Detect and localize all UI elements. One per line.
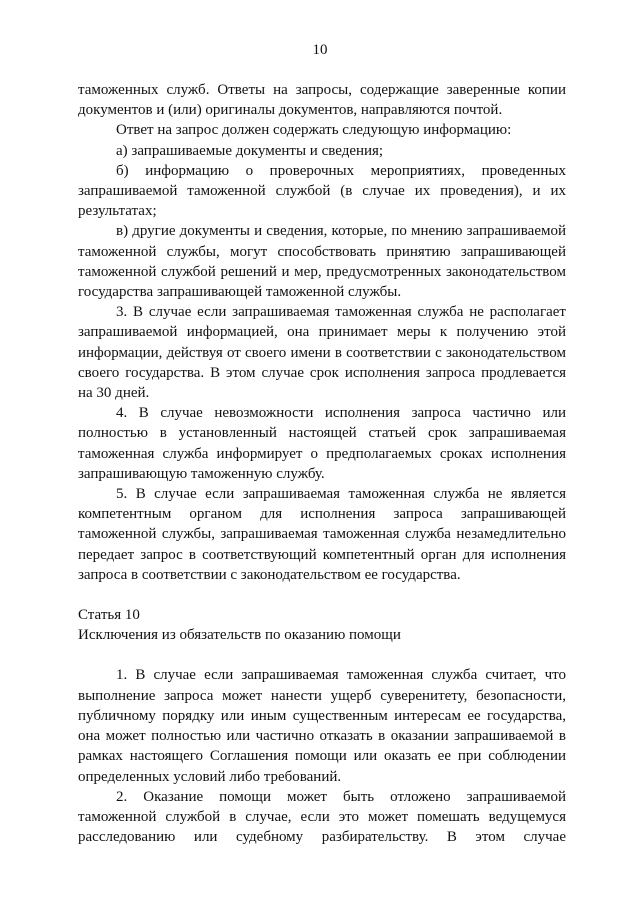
list-item-v: в) другие документы и сведения, которые, по мнению запрашиваемой таможенной службы, могут способствовать принятию запрашивающей таможенной службой решений и мер, предусмотренных законодательством государства запрашивающей таможенной службы. xyxy=(78,223,566,301)
article-heading xyxy=(78,605,566,645)
paragraph-continuation: таможенных служб. Ответы на запросы, содержащие заверенные копии документов и (или) оригиналы документов, направляются почтой. xyxy=(78,82,566,119)
paragraph-clause-4: 4. В случае невозможности исполнения запроса частично или полностью в установленный настоящей статьей срок запрашиваемая таможенная служба информирует о предполагаемых сроках исполнения запрашивающую таможенную службу. xyxy=(78,405,566,482)
paragraph-article10-clause-2: 2. Оказание помощи может быть отложено запрашиваемой таможенной службой в случае, если это может помешать ведущемуся расследованию или судебному разбирательству. В этом случае xyxy=(78,788,566,846)
article-title: Исключения из обязательств по оказанию помощи xyxy=(78,627,401,644)
list-item-b: б) информацию о проверочных мероприятиях, проведенных запрашиваемой таможенной службой (в случае их проведения), и их результатах; xyxy=(78,162,566,220)
paragraph-clause-5: 5. В случае если запрашиваемая таможенная служба не является компетентным органом для исполнения запроса запрашивающей таможенной службы, запрашиваемая таможенная служба незамедлительно передает запрос в соответствующий компетентный орган для исполнения запроса в соответствии с законодательством ее государства. xyxy=(78,486,566,583)
article-number: Статья 10 xyxy=(78,607,140,624)
document-body xyxy=(78,80,566,847)
paragraph-response-requirements: Ответ на запрос должен содержать следующую информацию: xyxy=(116,122,512,139)
paragraph-article10-clause-1: 1. В случае если запрашиваемая таможенная служба считает, что выполнение запроса может нанести ущерб суверенитету, безопасности, публичному порядку или иным существенным интересам ее государства, она может полностью или частично отказать в оказании запрашиваемой в рамках настоящего Соглашения помощи или оказать ее при соблюдении определенных условий либо требований. xyxy=(78,667,566,785)
page-number: 10 xyxy=(312,42,328,58)
heading-spacer xyxy=(78,645,566,665)
list-item-a: а) запрашиваемые документы и сведения; xyxy=(116,142,384,159)
paragraph-clause-3: 3. В случае если запрашиваемая таможенная служба не располагает запрашиваемой информацией, она принимает меры к получению этой информации, действуя от своего имени в соответствии с законодательством своего государства. В этом случае срок исполнения запроса продлевается на 30 дней. xyxy=(78,304,566,402)
